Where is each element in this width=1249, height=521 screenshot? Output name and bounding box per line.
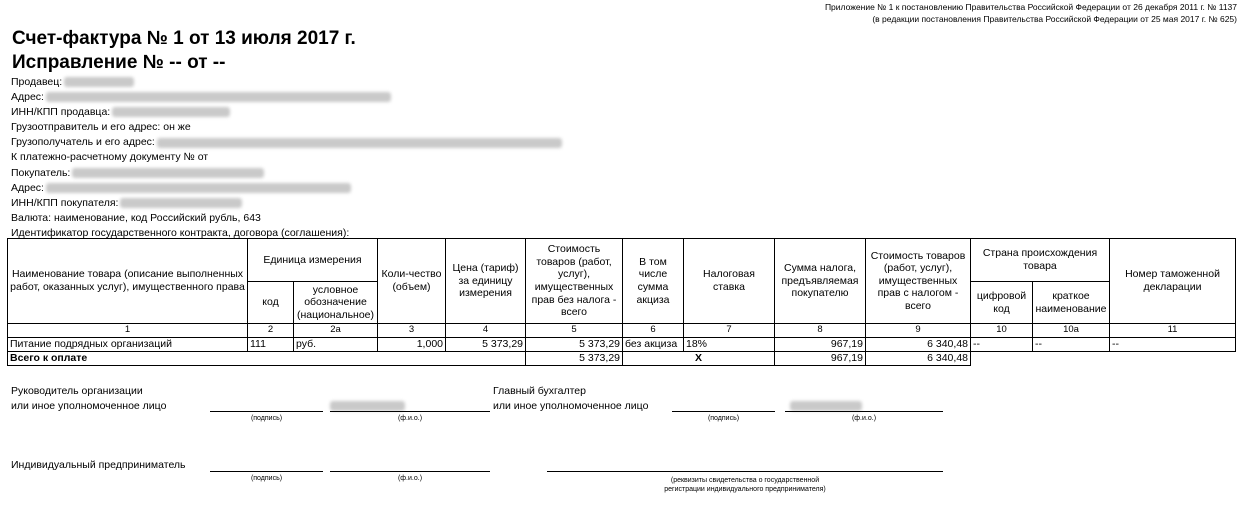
redacted-seller-inn (112, 107, 230, 117)
header-price: Цена (тариф) за единицу измерения (446, 239, 526, 324)
column-number-row (8, 324, 1236, 338)
redacted-head-name (330, 401, 405, 411)
header-name: Наименование товара (описание выполненных работ, оказанных услуг), имущественного права (8, 239, 248, 324)
head-label-line-1: Руководитель организации (11, 385, 143, 397)
col-num-7: 7 (684, 324, 775, 338)
redacted-seller (64, 77, 134, 87)
table-header-row-1 (8, 239, 1236, 282)
redacted-buyer-address (46, 183, 351, 193)
accountant-fio-caption: (ф.и.о.) (851, 415, 877, 422)
redacted-buyer (72, 168, 264, 178)
row-excise: без акциза (623, 337, 684, 351)
col-num-5: 5 (526, 324, 623, 338)
header-country-code: цифровой код (971, 282, 1033, 324)
row-unit-code: 111 (248, 337, 294, 351)
buyer-label: Покупатель: (11, 166, 71, 179)
invoice-table (7, 238, 1236, 366)
correction-title: Исправление № -- от -- (12, 52, 226, 73)
col-num-9: 9 (866, 324, 971, 338)
redacted-accountant-name (790, 401, 862, 411)
total-row (8, 351, 1236, 365)
row-tax-rate: 18% (684, 337, 775, 351)
header-tax-amount: Сумма налога, предъявляемая покупателю (775, 239, 866, 324)
row-price: 5 373,29 (446, 337, 526, 351)
col-num-3: 3 (378, 324, 446, 338)
currency-row: Валюта: наименование, код Российский рубль, 643 (11, 211, 261, 224)
entrepreneur-requisites-caption (547, 476, 943, 494)
col-num-2: 2 (248, 324, 294, 338)
row-quantity: 1,000 (378, 337, 446, 351)
head-signature-label (11, 384, 166, 414)
appendix-note (825, 1, 1237, 25)
requisites-caption-line-2: регистрации индивидуального предпринимателя) (664, 486, 826, 493)
head-label-line-2: или иное уполномоченное лицо (11, 400, 167, 412)
header-tax-rate: Налоговая ставка (684, 239, 775, 324)
total-cost-no-tax: 5 373,29 (526, 351, 623, 365)
entrepreneur-fio-line (330, 471, 490, 472)
accountant-sign-line (672, 411, 775, 412)
row-country-code: -- (971, 337, 1033, 351)
row-tax-amount: 967,19 (775, 337, 866, 351)
seller-label: Продавец: (11, 76, 63, 88)
header-country: Страна происхождения товара (971, 239, 1110, 282)
entrepreneur-sign-line (210, 471, 323, 472)
seller-address-row (11, 90, 562, 105)
col-num-8: 8 (775, 324, 866, 338)
redacted-consignee (157, 138, 562, 148)
header-customs: Номер таможенной декларации (1110, 239, 1236, 324)
row-unit-symbol: руб. (294, 337, 378, 351)
header-unit: Единица измерения (248, 239, 378, 282)
header-cost-no-tax: Стоимость товаров (работ, услуг), имущественных прав без налога - всего (526, 239, 623, 324)
header-country-name: краткое наименование (1033, 282, 1110, 324)
consignee-row (11, 135, 562, 150)
buyer-inn-row (11, 196, 562, 211)
entrepreneur-requisites-line (547, 471, 943, 472)
appendix-line-2: (в редакции постановления Правительства Российской Федерации от 25 мая 2017 г. № 625) (872, 14, 1237, 24)
col-num-4: 4 (446, 324, 526, 338)
accountant-label-line-2: или иное уполномоченное лицо (493, 400, 649, 412)
col-num-10: 10 (971, 324, 1033, 338)
contract-id-row: Идентификатор государственного контракта, договора (соглашения): (11, 226, 350, 239)
redacted-buyer-inn (120, 198, 242, 208)
head-sign-line (210, 411, 323, 412)
shipper-row: Грузоотправитель и его адрес: он же (11, 121, 191, 134)
seller-row (11, 75, 562, 90)
col-num-2a: 2а (294, 324, 378, 338)
row-name: Питание подрядных организаций (8, 337, 248, 351)
head-sign-caption: (подпись) (250, 415, 283, 422)
invoice-info-block (11, 75, 562, 241)
buyer-address-label: Адрес: (11, 181, 44, 194)
row-cost-no-tax: 5 373,29 (526, 337, 623, 351)
row-cost-with-tax: 6 340,48 (866, 337, 971, 351)
head-fio-caption: (ф.и.о.) (397, 415, 423, 422)
entrepreneur-label: Индивидуальный предприниматель (11, 459, 186, 471)
header-unit-code: код (248, 282, 294, 324)
payment-doc-row: К платежно-расчетному документу № от (11, 151, 209, 164)
accountant-signature-label (493, 384, 648, 414)
seller-inn-label: ИНН/КПП продавца: (11, 106, 111, 119)
accountant-fio-line (785, 411, 943, 412)
redacted-seller-address (46, 92, 391, 102)
row-country-name: -- (1033, 337, 1110, 351)
row-customs: -- (1110, 337, 1236, 351)
entrepreneur-fio-caption: (ф.и.о.) (397, 475, 423, 482)
accountant-label-line-1: Главный бухгалтер (493, 385, 586, 397)
seller-address-label: Адрес: (11, 91, 44, 104)
accountant-sign-caption: (подпись) (707, 415, 740, 422)
total-cost-with-tax: 6 340,48 (866, 351, 971, 365)
appendix-line-1: Приложение № 1 к постановлению Правительства Российской Федерации от 26 декабря 2011 г. № 1137 (824, 2, 1237, 12)
head-fio-line (330, 411, 490, 412)
seller-inn-row (11, 105, 562, 120)
table-row (8, 337, 1236, 351)
requisites-caption-line-1: (реквизиты свидетельства о государственной (670, 477, 820, 484)
total-mark: X (623, 351, 775, 365)
consignee-label: Грузополучатель и его адрес: (11, 136, 155, 149)
col-num-11: 11 (1110, 324, 1236, 338)
col-num-10a: 10а (1033, 324, 1110, 338)
entrepreneur-sign-caption: (подпись) (250, 475, 283, 482)
header-unit-symbol: условное обозначение (национальное) (294, 282, 378, 324)
buyer-address-row (11, 181, 562, 196)
col-num-6: 6 (623, 324, 684, 338)
buyer-inn-label: ИНН/КПП покупателя: (11, 196, 119, 209)
col-num-1: 1 (8, 324, 248, 338)
invoice-title: Счет-фактура № 1 от 13 июля 2017 г. (12, 28, 356, 49)
total-label: Всего к оплате (8, 351, 526, 365)
header-excise: В том числе сумма акциза (623, 239, 684, 324)
header-cost-with-tax: Стоимость товаров (работ, услуг), имущественных прав с налогом - всего (866, 239, 971, 324)
header-quantity: Коли-чество (объем) (378, 239, 446, 324)
total-tax-amount: 967,19 (775, 351, 866, 365)
buyer-row (11, 166, 562, 181)
